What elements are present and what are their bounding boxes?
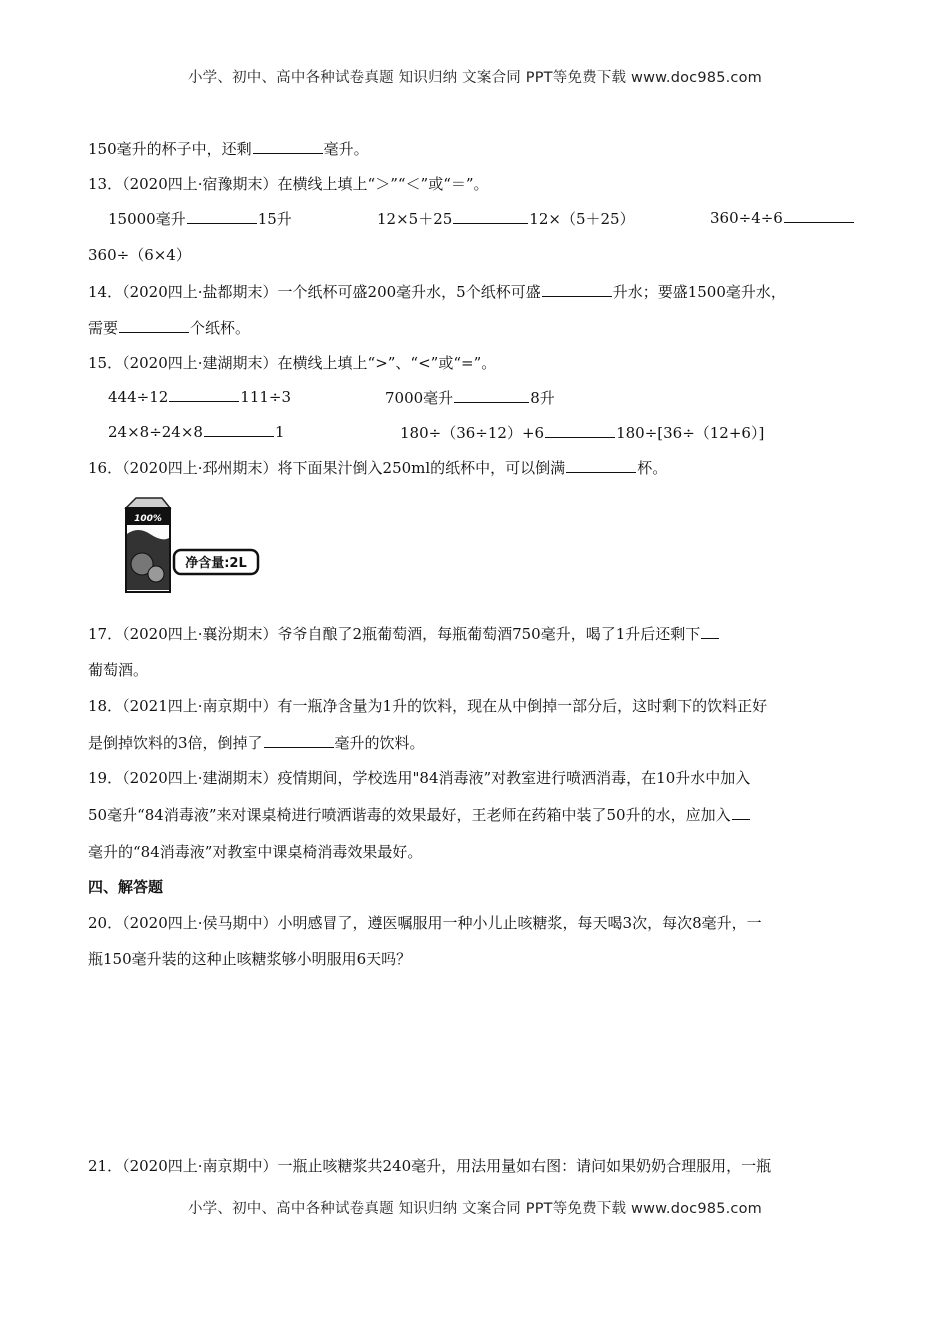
text: 15000毫升 [108, 210, 186, 228]
text: 个纸杯。 [190, 319, 251, 337]
answer-blank[interactable] [169, 387, 239, 402]
text: 180÷[36÷（12+6）] [616, 424, 765, 442]
answer-blank[interactable] [264, 733, 334, 748]
question-15: 15．（2020四上·建湖期末）在横线上填上“>”、“<”或“=”。 [88, 354, 497, 372]
answer-blank[interactable] [453, 209, 528, 224]
answer-blank[interactable] [119, 318, 189, 333]
text: 17．（2020四上·襄汾期末）爷爷自酿了2瓶葡萄酒，每瓶葡萄酒750毫升，喝了1升后还剩下 [88, 625, 701, 643]
text: 24×8÷24×8 [108, 423, 203, 441]
answer-blank[interactable] [204, 422, 274, 437]
text: 升水；要盛1500毫升水， [612, 283, 786, 301]
question-17-cont: 葡萄酒。 [88, 661, 149, 679]
carton-top [126, 498, 170, 508]
q15-item-a [108, 387, 291, 406]
text: 50毫升“84消毒液”来对课桌椅进行喷洒谐毒的效果最好，王老师在药箱中装了50升的水，应加入 [88, 806, 731, 824]
question-18-cont [88, 732, 425, 753]
question-13: 13．（2020四上·宿豫期末）在横线上填上“＞”“＜”或“＝”。 [88, 175, 489, 193]
fruit-icon [148, 566, 164, 582]
question-18: 18．（2021四上·南京期中）有一瓶净含量为1升的饮料，现在从中倒掉一部分后，这时剩下的饮料正好 [88, 697, 768, 715]
q15-item-c [108, 422, 285, 441]
question-17 [88, 623, 720, 644]
text: 360÷4÷6 [710, 209, 783, 227]
text: 需要 [88, 319, 119, 337]
text: 杯。 [637, 459, 668, 477]
section-heading: 四、解答题 [88, 878, 164, 896]
answer-blank[interactable] [253, 139, 323, 154]
text: 8升 [530, 389, 555, 407]
q13-item-c [710, 208, 855, 227]
question-16 [88, 457, 667, 478]
question-19-cont2: 毫升的“84消毒液”对教室中课桌椅消毒效果最好。 [88, 843, 423, 861]
question-14 [88, 281, 786, 302]
answer-blank[interactable] [784, 208, 854, 223]
text: 是倒掉饮料的3倍，倒掉了 [88, 734, 263, 752]
answer-blank[interactable] [545, 423, 615, 438]
answer-blank[interactable] [187, 209, 257, 224]
q13-item-a [108, 208, 292, 229]
text: 12×5＋25 [377, 210, 453, 228]
q13-item-c-cont: 360÷（6×4） [88, 246, 191, 264]
text: 12×（5＋25） [529, 210, 635, 228]
page-header: 小学、初中、高中各种试卷真题 知识归纳 文案合同 PPT等免费下载 www.doc985.com [187, 70, 763, 86]
answer-blank[interactable] [732, 805, 750, 820]
text: 毫升。 [323, 140, 369, 158]
carton-brand: 100% [134, 514, 162, 524]
text: 1 [274, 423, 285, 441]
answer-blank[interactable] [454, 388, 529, 403]
text: 150毫升的杯子中，还剩 [88, 140, 252, 158]
text: 16．（2020四上·邳州期末）将下面果汁倒入250ml的纸杯中，可以倒满 [88, 459, 566, 477]
answer-blank[interactable] [566, 458, 636, 473]
juice-carton-image [118, 494, 268, 594]
text: 111÷3 [240, 388, 292, 406]
text: 7000毫升 [385, 389, 454, 407]
q15-item-b [385, 387, 555, 408]
answer-blank[interactable] [542, 282, 612, 297]
answer-blank[interactable] [701, 624, 719, 639]
question-20-cont: 瓶150毫升装的这种止咳糖浆够小明服用6天吗？ [88, 950, 412, 968]
question-20: 20．（2020四上·侯马期中）小明感冒了，遵医嘱服用一种小儿止咳糖浆，每天喝3次，每次8毫升，一 [88, 914, 762, 932]
q13-item-b [377, 208, 635, 229]
question-19: 19．（2020四上·建湖期末）疫情期间，学校选用"84消毒液”对教室进行喷洒消毒，在10升水中加入 [88, 769, 751, 787]
q15-item-d [400, 422, 764, 443]
text: 14．（2020四上·盐都期末）一个纸杯可盛200毫升水，5个纸杯可盛 [88, 283, 541, 301]
text: 444÷12 [108, 388, 169, 406]
text: 毫升的饮料。 [334, 734, 425, 752]
text: 15升 [257, 210, 292, 228]
carton-label: 净含量:2L [185, 556, 247, 571]
continuation-line [88, 138, 369, 159]
question-21: 21．（2020四上·南京期中）一瓶止咳糖浆共240毫升，用法用量如右图：请问如果奶奶合理服用，一瓶 [88, 1157, 772, 1175]
question-19-cont [88, 804, 751, 825]
question-14-cont [88, 317, 250, 338]
text: 180÷（36÷12）+6 [400, 424, 545, 442]
page-footer: 小学、初中、高中各种试卷真题 知识归纳 文案合同 PPT等免费下载 www.doc985.com [187, 1201, 763, 1217]
